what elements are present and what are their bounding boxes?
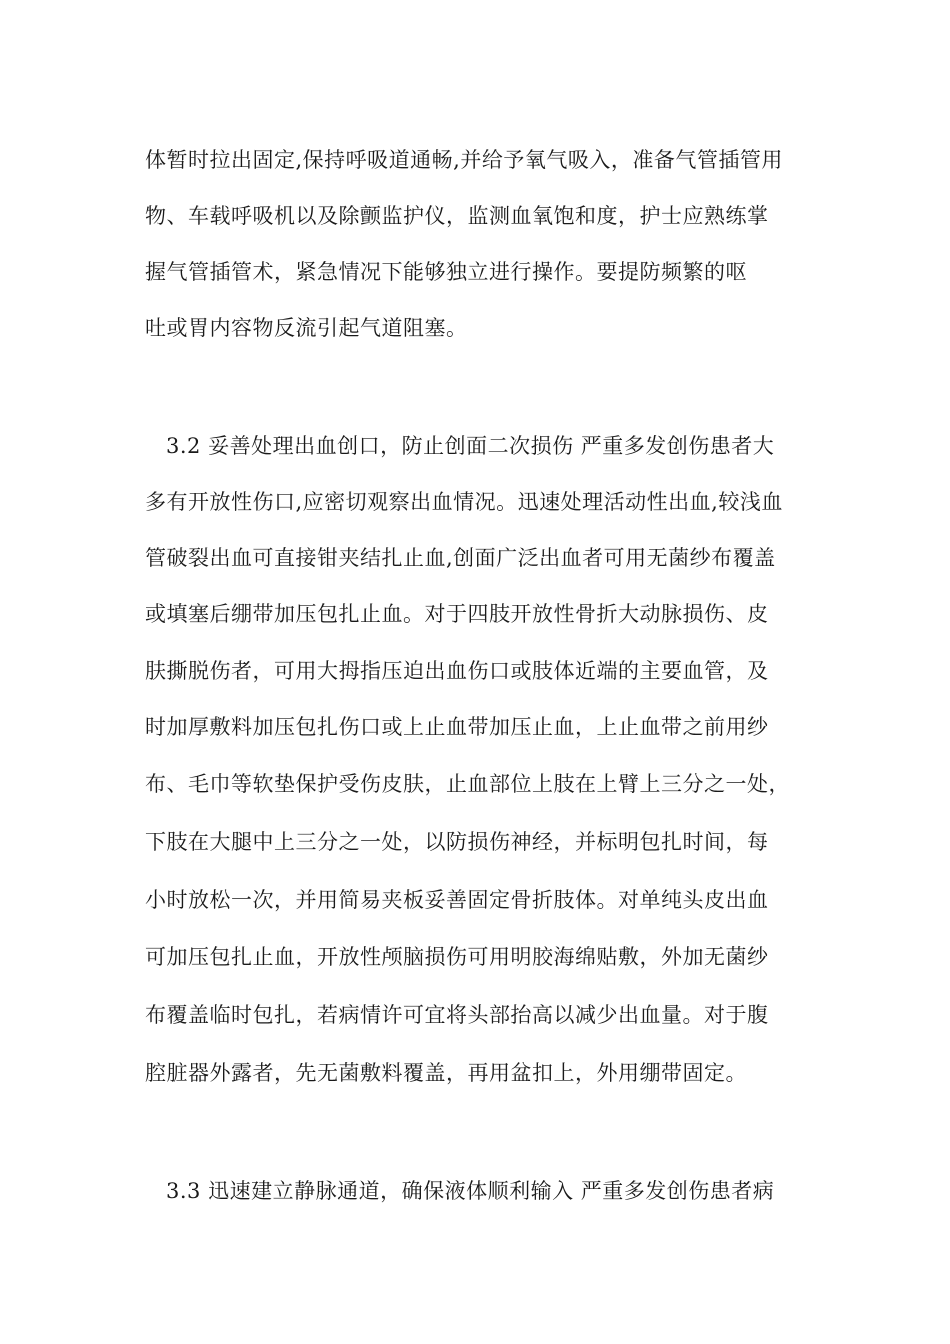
paragraph-1-line-4: 吐或胃内容物反流引起气道阻塞。 <box>145 316 468 340</box>
paragraph-2-line-2: 多有开放性伤口,应密切观察出血情况。迅速处理活动性出血,较浅血 <box>145 490 783 514</box>
paragraph-2-line-7: 布、毛巾等软垫保护受伤皮肤，止血部位上肢在上臂上三分之一处， <box>145 772 790 796</box>
paragraph-2-line-3: 管破裂出血可直接钳夹结扎止血,创面广泛出血者可用无菌纱布覆盖 <box>145 546 776 570</box>
paragraph-2-line-6: 时加厚敷料加压包扎伤口或上止血带加压止血，上止血带之前用纱 <box>145 715 769 739</box>
paragraph-2-line-10: 可加压包扎止血，开放性颅脑损伤可用明胶海绵贴敷，外加无菌纱 <box>145 945 769 969</box>
paragraph-1-line-1: 体暂时拉出固定,保持呼吸道通畅,并给予氧气吸入，准备气管插管用 <box>145 148 783 172</box>
paragraph-2-line-11: 布覆盖临时包扎，若病情许可宜将头部抬高以减少出血量。对于腹 <box>145 1003 769 1027</box>
paragraph-1-line-2: 物、车载呼吸机以及除颤监护仪，监测血氧饱和度，护士应熟练掌 <box>145 204 769 228</box>
paragraph-2-line-8: 下肢在大腿中上三分之一处，以防损伤神经，并标明包扎时间，每 <box>145 830 769 854</box>
paragraph-2-line-9: 小时放松一次，并用简易夹板妥善固定骨折肢体。对单纯头皮出血 <box>145 888 769 912</box>
section-3-2-heading-line: 3.2 妥善处理出血创口，防止创面二次损伤 严重多发创伤患者大 <box>166 434 775 458</box>
paragraph-2-line-5: 肤撕脱伤者，可用大拇指压迫出血伤口或肢体近端的主要血管，及 <box>145 659 769 683</box>
paragraph-1-line-3: 握气管插管术，紧急情况下能够独立进行操作。要提防频繁的呕 <box>145 260 747 284</box>
paragraph-2-line-4: 或填塞后绷带加压包扎止血。对于四肢开放性骨折大动脉损伤、皮 <box>145 602 769 626</box>
paragraph-2-line-12: 腔脏器外露者，先无菌敷料覆盖，再用盆扣上，外用绷带固定。 <box>145 1061 747 1085</box>
section-3-3-heading-line: 3.3 迅速建立静脉通道，确保液体顺利输入 严重多发创伤患者病 <box>166 1179 775 1203</box>
